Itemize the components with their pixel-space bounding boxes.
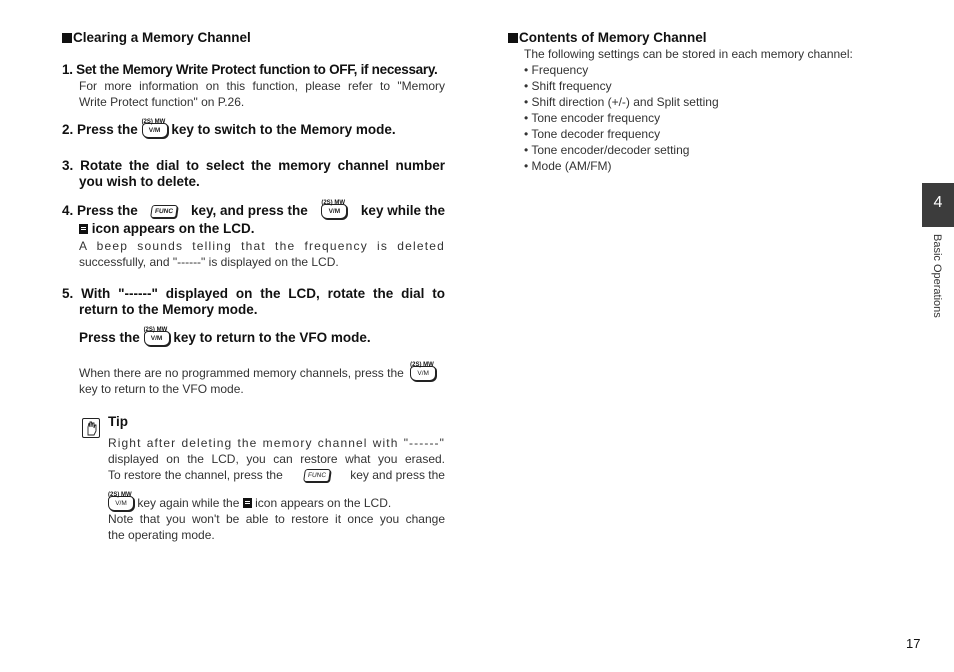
func-key-icon: FUNC (151, 205, 177, 218)
memory-icon (243, 498, 252, 508)
step-4: 4. Press the FUNC key, and press the (2S) MW V/M key while the icon appears on the LCD. (62, 199, 445, 236)
contents-list (524, 62, 719, 174)
step-5: 5. With "------" displayed on the LCD, rotate the dial to return to the Memory mode. (62, 286, 445, 317)
square-bullet-icon (508, 33, 518, 43)
step-1: 1. Set the Memory Write Protect function to OFF, if necessary. (62, 62, 438, 77)
tip-hand-icon (82, 418, 100, 438)
func-key-icon: FUNC (304, 469, 330, 482)
tip-title: Tip (108, 414, 128, 429)
step-5-note: When there are no programmed memory channels, press the (2S) MW V/M key to return to the VFO mode. (79, 365, 445, 397)
section-heading-clearing: Clearing a Memory Channel (62, 30, 251, 45)
vm-key-icon: (2S) MW V/M (142, 123, 168, 138)
memory-icon (79, 224, 88, 234)
list-item: • Mode (AM/FM) (524, 159, 612, 173)
step-2: 2. Press the (2S) MW V/M key to switch to the Memory mode. (62, 118, 396, 137)
list-item: • Tone encoder frequency (524, 111, 661, 125)
vm-key-icon: (2S) MW V/M (321, 204, 347, 219)
contents-intro: The following settings can be stored in each memory channel: (524, 47, 853, 61)
step-1-note: For more information on this function, please refer to "Memory Write Protect function" on P.26. (79, 79, 445, 109)
vm-key-icon: (2S) MW V/M (410, 366, 436, 381)
list-item: • Frequency (524, 63, 589, 77)
vm-key-icon: (2S) MW V/M (108, 496, 134, 511)
square-bullet-icon (62, 33, 72, 43)
step-4-note: A beep sounds telling that the frequency is deleted successfully, and "------" is displayed on the LCD. (79, 239, 445, 269)
step-5-press: Press the (2S) MW V/M key to return to the VFO mode. (79, 326, 371, 345)
list-item: • Tone encoder/decoder setting (524, 143, 690, 157)
page-number: 17 (906, 636, 921, 651)
step-3: 3. Rotate the dial to select the memory channel number you wish to delete. (62, 158, 445, 189)
section-heading-contents: Contents of Memory Channel (508, 30, 707, 45)
chapter-title: Basic Operations (931, 234, 943, 318)
vm-key-icon: (2S) MW V/M (144, 331, 170, 346)
list-item: • Shift direction (+/-) and Split setting (524, 95, 719, 109)
tip-body: Right after deleting the memory channel with "------" displayed on the LCD, you can restore what you erased. To restore the channel, press the FUNC key and press the (2S) MW V/M key again while the icon appears on the LCD. Note that you won't be able to restore it once you change the operating mode. (108, 436, 445, 543)
list-item: • Tone decoder frequency (524, 127, 661, 141)
list-item: • Shift frequency (524, 79, 612, 93)
chapter-tab: 4 (922, 183, 954, 227)
